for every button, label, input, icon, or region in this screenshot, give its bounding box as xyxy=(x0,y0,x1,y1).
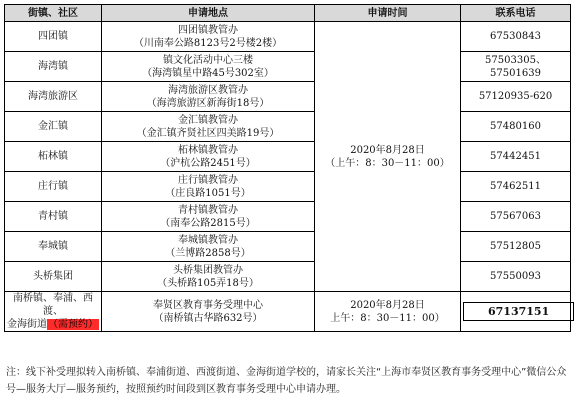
registration-table xyxy=(4,4,571,332)
place-address: （头桥路105弄18号） xyxy=(157,277,259,289)
place-name: 镇文化活动中心三楼 xyxy=(163,54,253,66)
header-area: 街镇、社区 xyxy=(5,5,102,22)
place-address: （沪杭公路2451号） xyxy=(160,157,256,169)
header-row xyxy=(5,5,571,22)
place-cell xyxy=(102,142,315,172)
phone-cell: 57550093 xyxy=(461,262,571,292)
time-cell-merged xyxy=(315,22,461,292)
phone-cell: 67530843 xyxy=(461,22,571,52)
table-row xyxy=(5,142,571,172)
time-hours: （上午：8：30－11：00） xyxy=(325,157,450,169)
area-cell: 海湾镇 xyxy=(5,52,102,82)
table-row xyxy=(5,262,571,292)
area-cell: 青村镇 xyxy=(5,202,102,232)
area-cell xyxy=(5,292,102,332)
phone-cell: 57567063 xyxy=(461,202,571,232)
area-cell: 金汇镇 xyxy=(5,112,102,142)
phone-cell: 57442451 xyxy=(461,142,571,172)
place-name: 奉贤区教育事务受理中心 xyxy=(153,299,263,311)
area-line: 南桥镇、奉浦、西渡、 xyxy=(13,293,93,317)
place-cell xyxy=(102,172,315,202)
area-cell: 头桥集团 xyxy=(5,262,102,292)
place-cell xyxy=(102,202,315,232)
place-cell xyxy=(102,82,315,112)
header-time: 申请时间 xyxy=(315,5,461,22)
place-address: （南桥镇古华路632号） xyxy=(153,312,263,324)
place-name: 庄行镇教管办 xyxy=(178,174,238,186)
appointment-required-badge: （需预约） xyxy=(48,319,98,330)
table-row-nanqiao xyxy=(5,292,571,332)
phone-cell xyxy=(461,292,571,332)
place-address: （川南奉公路8123号2号楼2楼） xyxy=(133,37,283,49)
table-row xyxy=(5,112,571,142)
place-address: （金汇镇齐贤社区四美路19号） xyxy=(136,127,280,139)
table-row xyxy=(5,172,571,202)
phone-cell: 57503305、57501639 xyxy=(461,52,571,82)
phone-cell: 57480160 xyxy=(461,112,571,142)
header-place: 申请地点 xyxy=(102,5,315,22)
area-line: 金海街道（需预约） xyxy=(7,319,98,330)
table-row xyxy=(5,202,571,232)
area-cell: 奉城镇 xyxy=(5,232,102,262)
place-name: 头桥集团教管办 xyxy=(173,264,243,276)
place-name: 青村镇教管办 xyxy=(178,204,238,216)
place-name: 金汇镇教管办 xyxy=(178,114,238,126)
table-row xyxy=(5,52,571,82)
footnote: 注：线下补受理拟转入南桥镇、奉浦街道、西渡街道、金海街道学校的，请家长关注“上海市奉贤区教育事务受理中心”微信公众号—服务大厅—服务预约，按照预约时间段到区教育事务受理中心申请办理。 xyxy=(6,367,567,395)
time-date: 2020年8月28日 xyxy=(350,299,425,311)
place-cell xyxy=(102,52,315,82)
phone-cell: 57462511 xyxy=(461,172,571,202)
table-row xyxy=(5,22,571,52)
header-phone: 联系电话 xyxy=(461,5,571,22)
place-address: （海湾旅游区新海街18号） xyxy=(146,97,270,109)
place-address: （南奉公路2815号） xyxy=(160,217,256,229)
phone-cell: 57120935-620 xyxy=(461,82,571,112)
place-name: 海湾旅游区教管办 xyxy=(168,84,248,96)
table-row xyxy=(5,82,571,112)
area-cell: 四团镇 xyxy=(5,22,102,52)
time-hours: 上午：8：30－11：00） xyxy=(330,312,445,324)
place-cell xyxy=(102,112,315,142)
place-address: （庄良路1051号） xyxy=(165,187,251,199)
time-date: 2020年8月28日 xyxy=(350,144,425,156)
place-cell xyxy=(102,232,315,262)
place-cell xyxy=(102,262,315,292)
phone-cell: 57512805 xyxy=(461,232,571,262)
highlighted-phone: 67137151 xyxy=(463,302,574,321)
time-cell xyxy=(315,292,461,332)
place-cell xyxy=(102,22,315,52)
place-name: 柘林镇教管办 xyxy=(178,144,238,156)
area-cell: 庄行镇 xyxy=(5,172,102,202)
area-cell: 海湾旅游区 xyxy=(5,82,102,112)
place-name: 四团镇教管办 xyxy=(178,24,238,36)
place-address: （兰博路2858号） xyxy=(165,247,251,259)
table-row xyxy=(5,232,571,262)
place-address: （海湾镇星中路45号302室） xyxy=(142,67,274,79)
place-name: 奉城镇教管办 xyxy=(178,234,238,246)
area-cell: 柘林镇 xyxy=(5,142,102,172)
place-cell xyxy=(102,292,315,332)
